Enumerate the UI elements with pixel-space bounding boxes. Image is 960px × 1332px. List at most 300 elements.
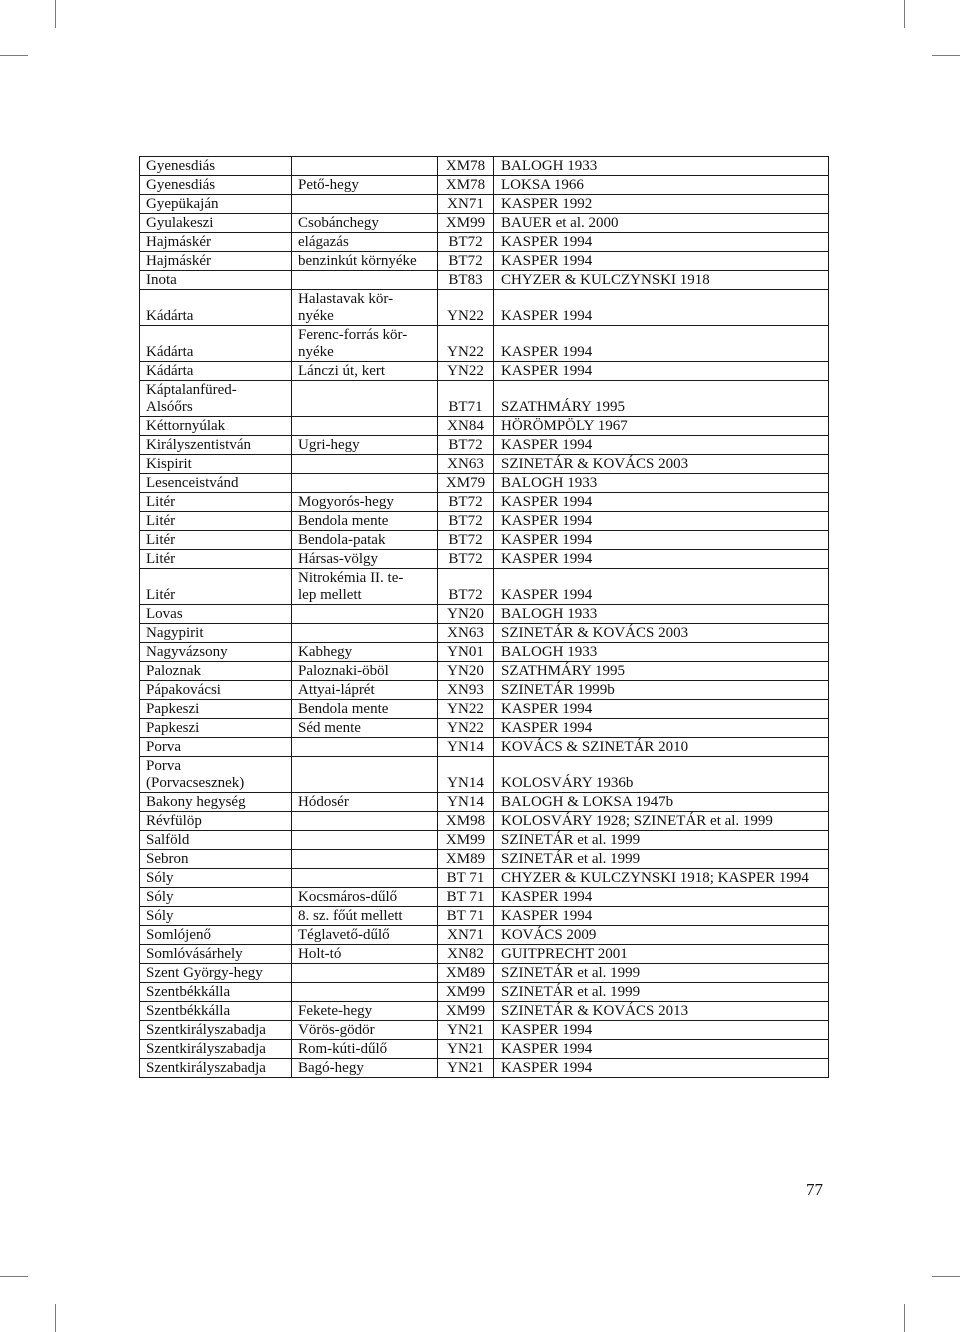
table-row	[140, 945, 829, 964]
grid-cell	[438, 176, 494, 195]
place-cell	[140, 381, 292, 417]
grid-cell-text: XM78	[445, 158, 486, 174]
source-cell	[494, 271, 829, 290]
source-cell	[494, 381, 829, 417]
grid-cell	[438, 643, 494, 662]
place-cell-text: Lesenceistvánd	[146, 475, 239, 491]
grid-cell-text: XM89	[445, 965, 486, 981]
grid-cell-text: XM99	[445, 832, 486, 848]
place-cell-text: Porva (Porvacsesznek)	[146, 758, 245, 791]
place-cell	[140, 719, 292, 738]
place-cell-text: Litér	[146, 551, 176, 567]
place-cell-text: Litér	[146, 494, 176, 510]
table-row	[140, 926, 829, 945]
location-cell	[292, 964, 438, 983]
location-cell	[292, 1002, 438, 1021]
grid-cell-text: XN63	[447, 625, 484, 641]
source-cell-text: BALOGH 1933	[501, 475, 598, 491]
table-row	[140, 326, 829, 362]
grid-cell	[438, 493, 494, 512]
location-cell	[292, 569, 438, 605]
source-cell	[494, 417, 829, 436]
place-cell-text: Szentkirályszabadja	[146, 1022, 266, 1038]
location-cell	[292, 681, 438, 700]
place-cell	[140, 271, 292, 290]
place-cell-text: Papkeszi	[146, 720, 200, 736]
grid-cell-text: YN14	[447, 775, 484, 791]
source-cell-text: KASPER 1994	[501, 908, 593, 924]
place-cell-text: Papkeszi	[146, 701, 200, 717]
source-cell-text: KOVÁCS & SZINETÁR 2010	[501, 739, 689, 755]
location-cell-text: 8. sz. főút mellett	[298, 908, 403, 924]
place-cell	[140, 362, 292, 381]
table-row	[140, 157, 829, 176]
location-cell	[292, 719, 438, 738]
place-cell	[140, 157, 292, 176]
table-row	[140, 983, 829, 1002]
location-cell-text: Ugri-hegy	[298, 437, 360, 453]
place-cell-text: Pápakovácsi	[146, 682, 221, 698]
grid-cell	[438, 662, 494, 681]
place-cell-text: Szent György-hegy	[146, 965, 263, 981]
place-cell-text: Kádárta	[146, 344, 194, 360]
source-cell-text: KOVÁCS 2009	[501, 927, 597, 943]
place-cell-text: Szentbékkálla	[146, 984, 231, 1000]
grid-cell	[438, 1021, 494, 1040]
source-cell	[494, 757, 829, 793]
table-row	[140, 381, 829, 417]
table-row	[140, 907, 829, 926]
records-table-body	[140, 157, 829, 1078]
location-cell-text: Holt-tó	[298, 946, 342, 962]
place-cell	[140, 926, 292, 945]
location-cell-text: Lánczi út, kert	[298, 363, 386, 379]
location-cell-text: Bendola mente	[298, 513, 389, 529]
source-cell	[494, 362, 829, 381]
source-cell-text: BALOGH 1933	[501, 644, 598, 660]
grid-cell-text: XN71	[447, 927, 484, 943]
source-cell	[494, 719, 829, 738]
grid-cell	[438, 719, 494, 738]
table-row	[140, 1040, 829, 1059]
grid-cell	[438, 812, 494, 831]
source-cell-text: SZINETÁR & KOVÁCS 2003	[501, 456, 689, 472]
location-cell	[292, 605, 438, 624]
table-row	[140, 436, 829, 455]
place-cell-text: Litér	[146, 513, 176, 529]
location-cell-text: Bendola mente	[298, 701, 389, 717]
table-row	[140, 643, 829, 662]
source-cell-text: KASPER 1994	[501, 587, 593, 603]
grid-cell-text: BT72	[448, 532, 483, 548]
location-cell-text: Ferenc-forrás kör- nyéke	[298, 327, 408, 360]
source-cell-text: SZATHMÁRY 1995	[501, 399, 626, 415]
place-cell	[140, 831, 292, 850]
source-cell-text: KASPER 1994	[501, 701, 593, 717]
grid-cell-text: YN21	[447, 1041, 484, 1057]
location-cell-text: Csobánchegy	[298, 215, 379, 231]
grid-cell	[438, 1040, 494, 1059]
table-row	[140, 850, 829, 869]
grid-cell	[438, 983, 494, 1002]
place-cell	[140, 326, 292, 362]
source-cell	[494, 926, 829, 945]
source-cell	[494, 681, 829, 700]
table-row	[140, 474, 829, 493]
source-cell	[494, 605, 829, 624]
place-cell-text: Somlóvásárhely	[146, 946, 243, 962]
crop-mark	[932, 55, 960, 56]
location-cell	[292, 271, 438, 290]
source-cell	[494, 812, 829, 831]
grid-cell	[438, 417, 494, 436]
table-row	[140, 700, 829, 719]
table-row	[140, 493, 829, 512]
place-cell-text: Gyenesdiás	[146, 177, 216, 193]
location-cell	[292, 1059, 438, 1078]
source-cell	[494, 1021, 829, 1040]
place-cell	[140, 176, 292, 195]
location-cell	[292, 493, 438, 512]
grid-cell	[438, 831, 494, 850]
source-cell-text: KASPER 1994	[501, 344, 593, 360]
source-cell-text: BALOGH & LOKSA 1947b	[501, 794, 674, 810]
source-cell	[494, 157, 829, 176]
grid-cell-text: XM78	[445, 177, 486, 193]
location-cell	[292, 738, 438, 757]
location-cell	[292, 757, 438, 793]
crop-mark	[904, 0, 905, 28]
place-cell	[140, 793, 292, 812]
grid-cell-text: XN84	[447, 418, 484, 434]
place-cell	[140, 531, 292, 550]
place-cell	[140, 888, 292, 907]
place-cell	[140, 417, 292, 436]
table-row	[140, 681, 829, 700]
source-cell-text: SZINETÁR & KOVÁCS 2003	[501, 625, 689, 641]
place-cell-text: Lovas	[146, 606, 183, 622]
location-cell-text: Paloznaki-öböl	[298, 663, 389, 679]
grid-cell-text: XN63	[447, 456, 484, 472]
location-cell	[292, 700, 438, 719]
place-cell	[140, 512, 292, 531]
crop-mark	[904, 1304, 905, 1332]
table-row	[140, 1059, 829, 1078]
grid-cell	[438, 1059, 494, 1078]
table-row	[140, 738, 829, 757]
location-cell	[292, 290, 438, 326]
source-cell	[494, 1002, 829, 1021]
grid-cell-text: BT72	[448, 587, 483, 603]
place-cell-text: Sóly	[146, 908, 174, 924]
place-cell-text: Káptalanfüred- Alsóőrs	[146, 382, 237, 415]
source-cell	[494, 290, 829, 326]
grid-cell-text: XM99	[445, 215, 486, 231]
table-row	[140, 455, 829, 474]
location-cell	[292, 926, 438, 945]
location-cell	[292, 157, 438, 176]
source-cell-text: KASPER 1994	[501, 253, 593, 269]
place-cell	[140, 550, 292, 569]
table-row	[140, 252, 829, 271]
place-cell	[140, 569, 292, 605]
source-cell-text: HÖRÖMPÖLY 1967	[501, 418, 628, 434]
grid-cell-text: YN14	[447, 794, 484, 810]
place-cell	[140, 662, 292, 681]
table-row	[140, 569, 829, 605]
grid-cell	[438, 757, 494, 793]
place-cell	[140, 907, 292, 926]
grid-cell-text: XM89	[445, 851, 486, 867]
place-cell	[140, 681, 292, 700]
source-cell	[494, 550, 829, 569]
source-cell-text: SZINETÁR et al. 1999	[501, 851, 641, 867]
source-cell	[494, 662, 829, 681]
place-cell	[140, 252, 292, 271]
place-cell	[140, 1040, 292, 1059]
place-cell	[140, 983, 292, 1002]
table-row	[140, 214, 829, 233]
grid-cell	[438, 681, 494, 700]
source-cell-text: SZATHMÁRY 1995	[501, 663, 626, 679]
table-row	[140, 233, 829, 252]
source-cell-text: KASPER 1994	[501, 1041, 593, 1057]
location-cell	[292, 907, 438, 926]
location-cell-text: Fekete-hegy	[298, 1003, 373, 1019]
place-cell-text: Litér	[146, 532, 176, 548]
place-cell	[140, 605, 292, 624]
grid-cell	[438, 569, 494, 605]
location-cell	[292, 233, 438, 252]
source-cell-text: KOLOSVÁRY 1928; SZINETÁR et al. 1999	[501, 813, 773, 829]
grid-cell-text: XM79	[445, 475, 486, 491]
location-cell	[292, 662, 438, 681]
source-cell-text: SZINETÁR 1999b	[501, 682, 615, 698]
table-row	[140, 1021, 829, 1040]
grid-cell	[438, 436, 494, 455]
grid-cell-text: YN21	[447, 1022, 484, 1038]
location-cell-text: Kabhegy	[298, 644, 353, 660]
location-cell-text: Pető-hegy	[298, 177, 359, 193]
grid-cell	[438, 362, 494, 381]
source-cell-text: CHYZER & KULCZYNSKI 1918	[501, 272, 710, 288]
place-cell-text: Kispirit	[146, 456, 192, 472]
source-cell	[494, 436, 829, 455]
location-cell-text: Séd mente	[298, 720, 361, 736]
place-cell-text: Kádárta	[146, 363, 194, 379]
table-row	[140, 512, 829, 531]
source-cell	[494, 738, 829, 757]
place-cell-text: Gyulakeszi	[146, 215, 214, 231]
place-cell-text: Nagyvázsony	[146, 644, 228, 660]
source-cell-text: KOLOSVÁRY 1936b	[501, 775, 634, 791]
location-cell-text: Hódosér	[298, 794, 349, 810]
location-cell	[292, 326, 438, 362]
grid-cell-text: YN22	[447, 720, 484, 736]
source-cell-text: SZINETÁR & KOVÁCS 2013	[501, 1003, 689, 1019]
grid-cell	[438, 624, 494, 643]
location-cell	[292, 831, 438, 850]
place-cell	[140, 1021, 292, 1040]
place-cell-text: Szentkirályszabadja	[146, 1060, 266, 1076]
location-cell	[292, 869, 438, 888]
place-cell	[140, 290, 292, 326]
location-cell	[292, 550, 438, 569]
source-cell	[494, 700, 829, 719]
location-cell	[292, 176, 438, 195]
place-cell	[140, 757, 292, 793]
location-cell	[292, 436, 438, 455]
grid-cell	[438, 326, 494, 362]
source-cell	[494, 983, 829, 1002]
source-cell	[494, 831, 829, 850]
location-cell-text: Bagó-hegy	[298, 1060, 364, 1076]
source-cell	[494, 1059, 829, 1078]
location-cell	[292, 417, 438, 436]
grid-cell-text: YN22	[447, 363, 484, 379]
location-cell-text: Attyai-láprét	[298, 682, 375, 698]
table-row	[140, 605, 829, 624]
place-cell	[140, 700, 292, 719]
location-cell	[292, 214, 438, 233]
crop-mark	[0, 55, 28, 56]
grid-cell	[438, 157, 494, 176]
location-cell-text: Hársas-völgy	[298, 551, 378, 567]
source-cell-text: BALOGH 1933	[501, 158, 598, 174]
crop-mark	[0, 1276, 28, 1277]
source-cell-text: SZINETÁR et al. 1999	[501, 965, 641, 981]
location-cell	[292, 945, 438, 964]
place-cell-text: Királyszentistván	[146, 437, 251, 453]
grid-cell-text: BT83	[448, 272, 483, 288]
place-cell-text: Révfülöp	[146, 813, 202, 829]
grid-cell-text: XM99	[445, 984, 486, 1000]
grid-cell-text: BT72	[448, 437, 483, 453]
source-cell	[494, 195, 829, 214]
source-cell	[494, 643, 829, 662]
table-row	[140, 831, 829, 850]
source-cell-text: KASPER 1994	[501, 234, 593, 250]
source-cell	[494, 493, 829, 512]
crop-mark	[55, 0, 56, 28]
grid-cell	[438, 550, 494, 569]
place-cell-text: Kéttornyúlak	[146, 418, 226, 434]
grid-cell-text: XN93	[447, 682, 484, 698]
location-cell-text: elágazás	[298, 234, 349, 250]
grid-cell	[438, 869, 494, 888]
grid-cell-text: YN20	[447, 606, 484, 622]
source-cell-text: KASPER 1994	[501, 1060, 593, 1076]
source-cell	[494, 907, 829, 926]
place-cell	[140, 195, 292, 214]
place-cell	[140, 436, 292, 455]
source-cell-text: BAUER et al. 2000	[501, 215, 619, 231]
place-cell	[140, 812, 292, 831]
grid-cell	[438, 455, 494, 474]
location-cell	[292, 195, 438, 214]
source-cell	[494, 455, 829, 474]
source-cell	[494, 793, 829, 812]
source-cell	[494, 569, 829, 605]
grid-cell	[438, 252, 494, 271]
place-cell-text: Kádárta	[146, 308, 194, 324]
grid-cell-text: BT72	[448, 513, 483, 529]
table-row	[140, 719, 829, 738]
source-cell	[494, 233, 829, 252]
source-cell	[494, 1040, 829, 1059]
source-cell	[494, 945, 829, 964]
location-cell	[292, 812, 438, 831]
place-cell	[140, 850, 292, 869]
place-cell	[140, 643, 292, 662]
source-cell-text: KASPER 1994	[501, 363, 593, 379]
table-row	[140, 757, 829, 793]
table-row	[140, 417, 829, 436]
place-cell-text: Gyepükaján	[146, 196, 219, 212]
place-cell-text: Szentbékkálla	[146, 1003, 231, 1019]
place-cell-text: Porva	[146, 739, 181, 755]
source-cell	[494, 176, 829, 195]
source-cell-text: KASPER 1994	[501, 494, 593, 510]
place-cell	[140, 1059, 292, 1078]
grid-cell-text: YN20	[447, 663, 484, 679]
grid-cell-text: XM99	[445, 1003, 486, 1019]
place-cell-text: Sóly	[146, 889, 174, 905]
table-row	[140, 550, 829, 569]
records-table	[139, 156, 829, 1078]
grid-cell	[438, 233, 494, 252]
source-cell-text: GUITPRECHT 2001	[501, 946, 628, 962]
grid-cell	[438, 474, 494, 493]
source-cell	[494, 888, 829, 907]
grid-cell	[438, 195, 494, 214]
location-cell	[292, 252, 438, 271]
location-cell	[292, 531, 438, 550]
table-row	[140, 624, 829, 643]
location-cell	[292, 512, 438, 531]
source-cell-text: KASPER 1994	[501, 1022, 593, 1038]
location-cell-text: benzinkút környéke	[298, 253, 417, 269]
page-number: 77	[806, 1180, 823, 1199]
place-cell-text: Gyenesdiás	[146, 158, 216, 174]
grid-cell-text: YN22	[447, 344, 484, 360]
location-cell-text: Bendola-patak	[298, 532, 386, 548]
place-cell	[140, 214, 292, 233]
source-cell-text: KASPER 1992	[501, 196, 593, 212]
source-cell-text: KASPER 1994	[501, 889, 593, 905]
table-row	[140, 531, 829, 550]
grid-cell-text: BT 71	[446, 889, 485, 905]
place-cell-text: Nagypirit	[146, 625, 204, 641]
place-cell-text: Hajmáskér	[146, 234, 211, 250]
grid-cell-text: XN71	[447, 196, 484, 212]
grid-cell	[438, 214, 494, 233]
source-cell-text: SZINETÁR et al. 1999	[501, 832, 641, 848]
grid-cell	[438, 850, 494, 869]
location-cell	[292, 474, 438, 493]
location-cell	[292, 888, 438, 907]
grid-cell-text: BT72	[448, 494, 483, 510]
source-cell	[494, 326, 829, 362]
table-row	[140, 869, 829, 888]
source-cell	[494, 474, 829, 493]
place-cell	[140, 233, 292, 252]
source-cell-text: SZINETÁR et al. 1999	[501, 984, 641, 1000]
grid-cell	[438, 926, 494, 945]
location-cell	[292, 1021, 438, 1040]
grid-cell	[438, 271, 494, 290]
location-cell-text: Vörös-gödör	[298, 1022, 375, 1038]
